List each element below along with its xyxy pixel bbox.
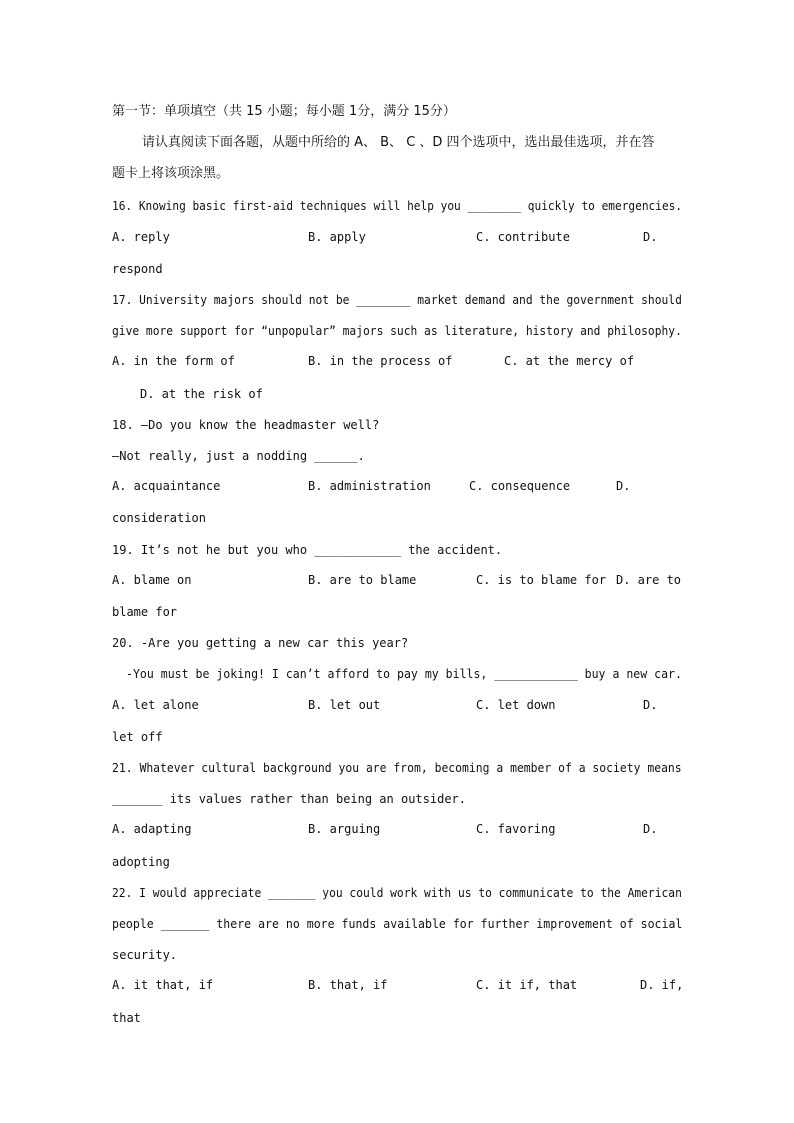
option-d-text: let off [112,730,163,744]
question-18-options [0,479,794,495]
question-22-stem-line-3: security. [112,948,178,962]
option-b: B. in the process of [308,354,453,368]
option-d: D. [643,698,658,712]
question-17-options [0,354,794,370]
question-16-options [0,230,794,246]
option-c: C. contribute [476,230,570,244]
option-d-text: respond [112,262,163,276]
question-20-stem-line-2: -You must be joking! I can’t afford to pay my bills, ____________ buy a new car. [126,667,682,681]
question-22-stem-line-1: 22. I would appreciate _______ you could work with us to communicate to the American [112,886,682,900]
option-d-text: that [112,1011,141,1025]
question-18-stem-line-2: —Not really, just a nodding ______. [112,449,365,463]
question-18-stem-line-1: 18. —Do you know the headmaster well? [112,418,380,432]
option-a: A. adapting [112,822,192,836]
option-a: A. in the form of [112,354,235,368]
question-17-stem-line-2: give more support for “unpopular” majors such as literature, history and philosophy. [112,324,682,338]
option-a: A. acquaintance [112,479,221,493]
option-d: D. at the risk of [140,387,263,401]
option-a: A. it that, if [112,978,214,992]
option-c: C. let down [476,698,556,712]
question-22-stem-line-2: people _______ there are no more funds available for further improvement of social [112,917,683,931]
instruction-line-2: 题卡上将该项涂黑。 [112,166,230,181]
option-d: D. [616,479,631,493]
question-17-stem-line-1: 17. University majors should not be ________ market demand and the government should [112,293,682,307]
option-d-text: blame for [112,605,178,619]
question-21-stem-line-1: 21. Whatever cultural background you are from, becoming a member of a society means [112,761,682,775]
option-d-text: consideration [112,511,206,525]
option-b: B. arguing [308,822,381,836]
option-b: B. administration [308,479,431,493]
option-d-text: adopting [112,855,170,869]
question-21-stem-line-2: _______ its values rather than being an outsider. [112,792,467,806]
option-c: C. favoring [476,822,556,836]
instruction-line-1: 请认真阅读下面各题，从题中所给的 A、 B、 C 、D 四个选项中，选出最佳选项，并在答 [142,135,655,150]
question-22-options [0,978,794,994]
option-c: C. is to blame for [476,573,607,587]
question-20-options [0,698,794,714]
option-b: B. let out [308,698,381,712]
option-b: B. apply [308,230,366,244]
question-16-stem: 16. Knowing basic first-aid techniques will help you ________ quickly to emergencies. [112,199,683,213]
question-21-options [0,822,794,838]
option-d: D. [643,822,658,836]
question-19-stem: 19. It’s not he but you who ____________ the accident. [112,543,503,557]
option-a: A. reply [112,230,170,244]
option-d: D. if, [640,978,684,992]
question-19-options [0,573,794,589]
option-a: A. blame on [112,573,192,587]
option-b: B. that, if [308,978,388,992]
question-20-stem-line-1: 20. -Are you getting a new car this year? [112,636,409,650]
option-b: B. are to blame [308,573,417,587]
option-c: C. it if, that [476,978,578,992]
option-d: D. are to [616,573,682,587]
option-d: D. [643,230,658,244]
option-a: A. let alone [112,698,199,712]
option-c: C. at the mercy of [504,354,635,368]
option-c: C. consequence [469,479,571,493]
section-heading: 第一节：单项填空（共 15 小题；每小题 1分，满分 15分） [112,104,456,119]
